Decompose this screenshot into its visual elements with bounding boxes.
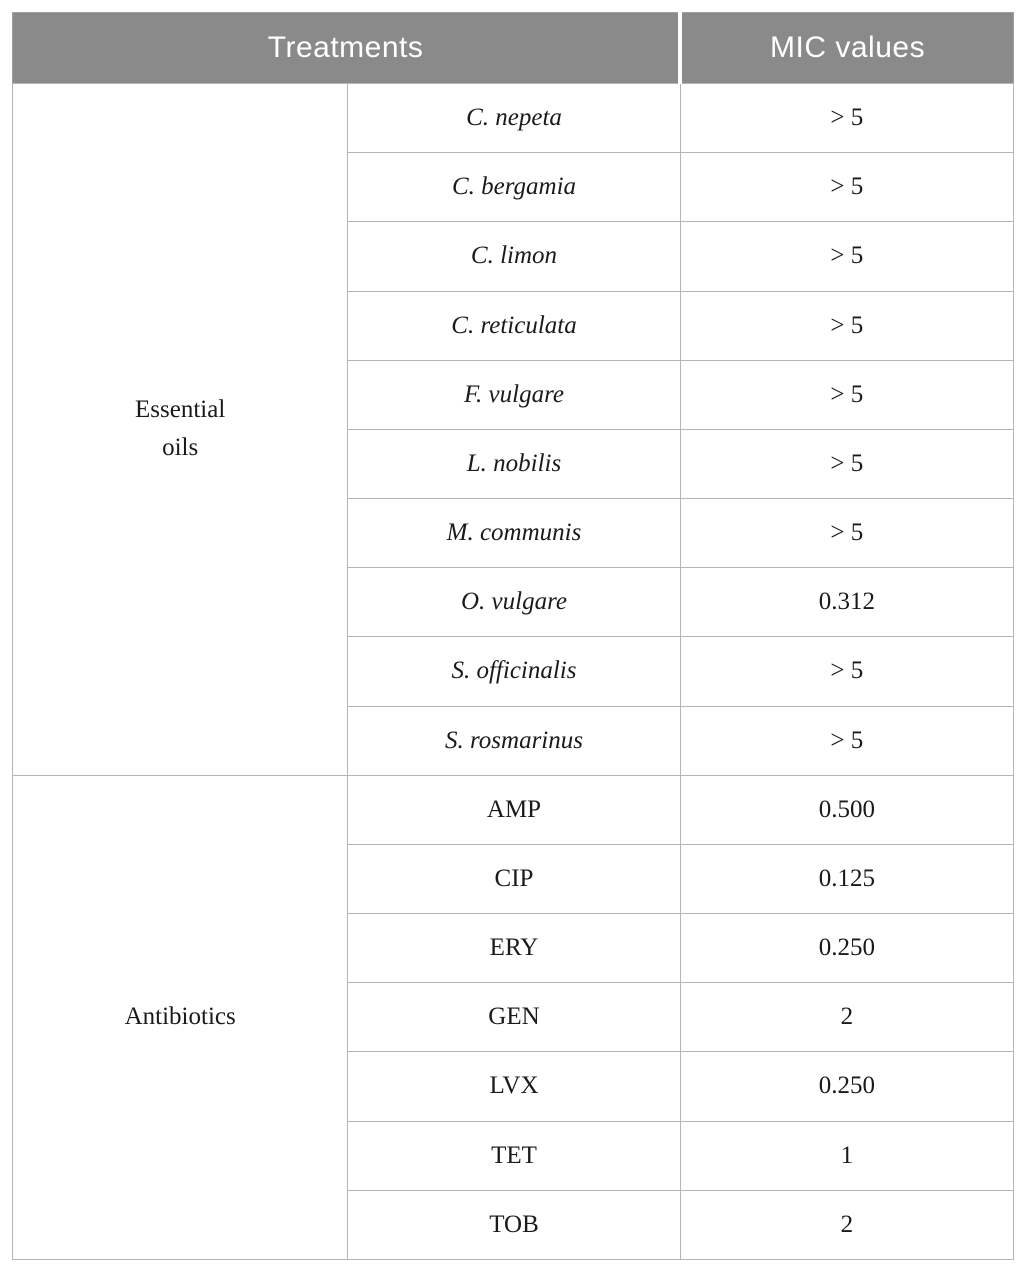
treatment-name-cell: TOB (348, 1190, 680, 1259)
table-header (13, 13, 1014, 84)
category-label-line: Antibiotics (124, 1002, 236, 1030)
treatment-name-cell: L. nobilis (348, 429, 680, 498)
treatment-name-cell: F. vulgare (348, 360, 680, 429)
mic-value-cell: > 5 (680, 222, 1013, 291)
mic-value-cell: 0.125 (680, 844, 1013, 913)
treatment-name-cell: TET (348, 1121, 680, 1190)
mic-value-cell: > 5 (680, 637, 1013, 706)
mic-value-cell: 1 (680, 1121, 1013, 1190)
mic-value-cell: > 5 (680, 360, 1013, 429)
mic-value-cell: 0.250 (680, 1052, 1013, 1121)
treatment-name-cell: CIP (348, 844, 680, 913)
mic-values-header: MIC values (680, 13, 1013, 84)
mic-value-cell: > 5 (680, 499, 1013, 568)
mic-table (12, 12, 1014, 1260)
treatment-name-cell: ERY (348, 914, 680, 983)
treatments-header: Treatments (13, 13, 681, 84)
treatment-name-cell: S. rosmarinus (348, 706, 680, 775)
category-cell (13, 84, 348, 776)
mic-value-cell: > 5 (680, 706, 1013, 775)
mic-value-cell: > 5 (680, 153, 1013, 222)
treatment-name-cell: AMP (348, 775, 680, 844)
treatment-name-cell: C. bergamia (348, 153, 680, 222)
table-body (13, 84, 1014, 1260)
mic-value-cell: 2 (680, 1190, 1013, 1259)
mic-value-cell: > 5 (680, 429, 1013, 498)
mic-value-cell: 0.312 (680, 568, 1013, 637)
table-row (13, 84, 1014, 153)
mic-value-cell: 0.500 (680, 775, 1013, 844)
treatment-name-cell: C. reticulata (348, 291, 680, 360)
treatment-name-cell: C. nepeta (348, 84, 680, 153)
treatment-name-cell: LVX (348, 1052, 680, 1121)
treatment-name-cell: M. communis (348, 499, 680, 568)
mic-value-cell: > 5 (680, 84, 1013, 153)
category-cell (13, 775, 348, 1259)
treatment-name-cell: O. vulgare (348, 568, 680, 637)
table-row (13, 775, 1014, 844)
treatment-name-cell: S. officinalis (348, 637, 680, 706)
mic-value-cell: 2 (680, 983, 1013, 1052)
category-label-line: Essential (135, 395, 226, 423)
mic-value-cell: > 5 (680, 291, 1013, 360)
mic-value-cell: 0.250 (680, 914, 1013, 983)
treatment-name-cell: C. limon (348, 222, 680, 291)
category-label-line: oils (162, 434, 199, 462)
header-row (13, 13, 1014, 84)
treatment-name-cell: GEN (348, 983, 680, 1052)
